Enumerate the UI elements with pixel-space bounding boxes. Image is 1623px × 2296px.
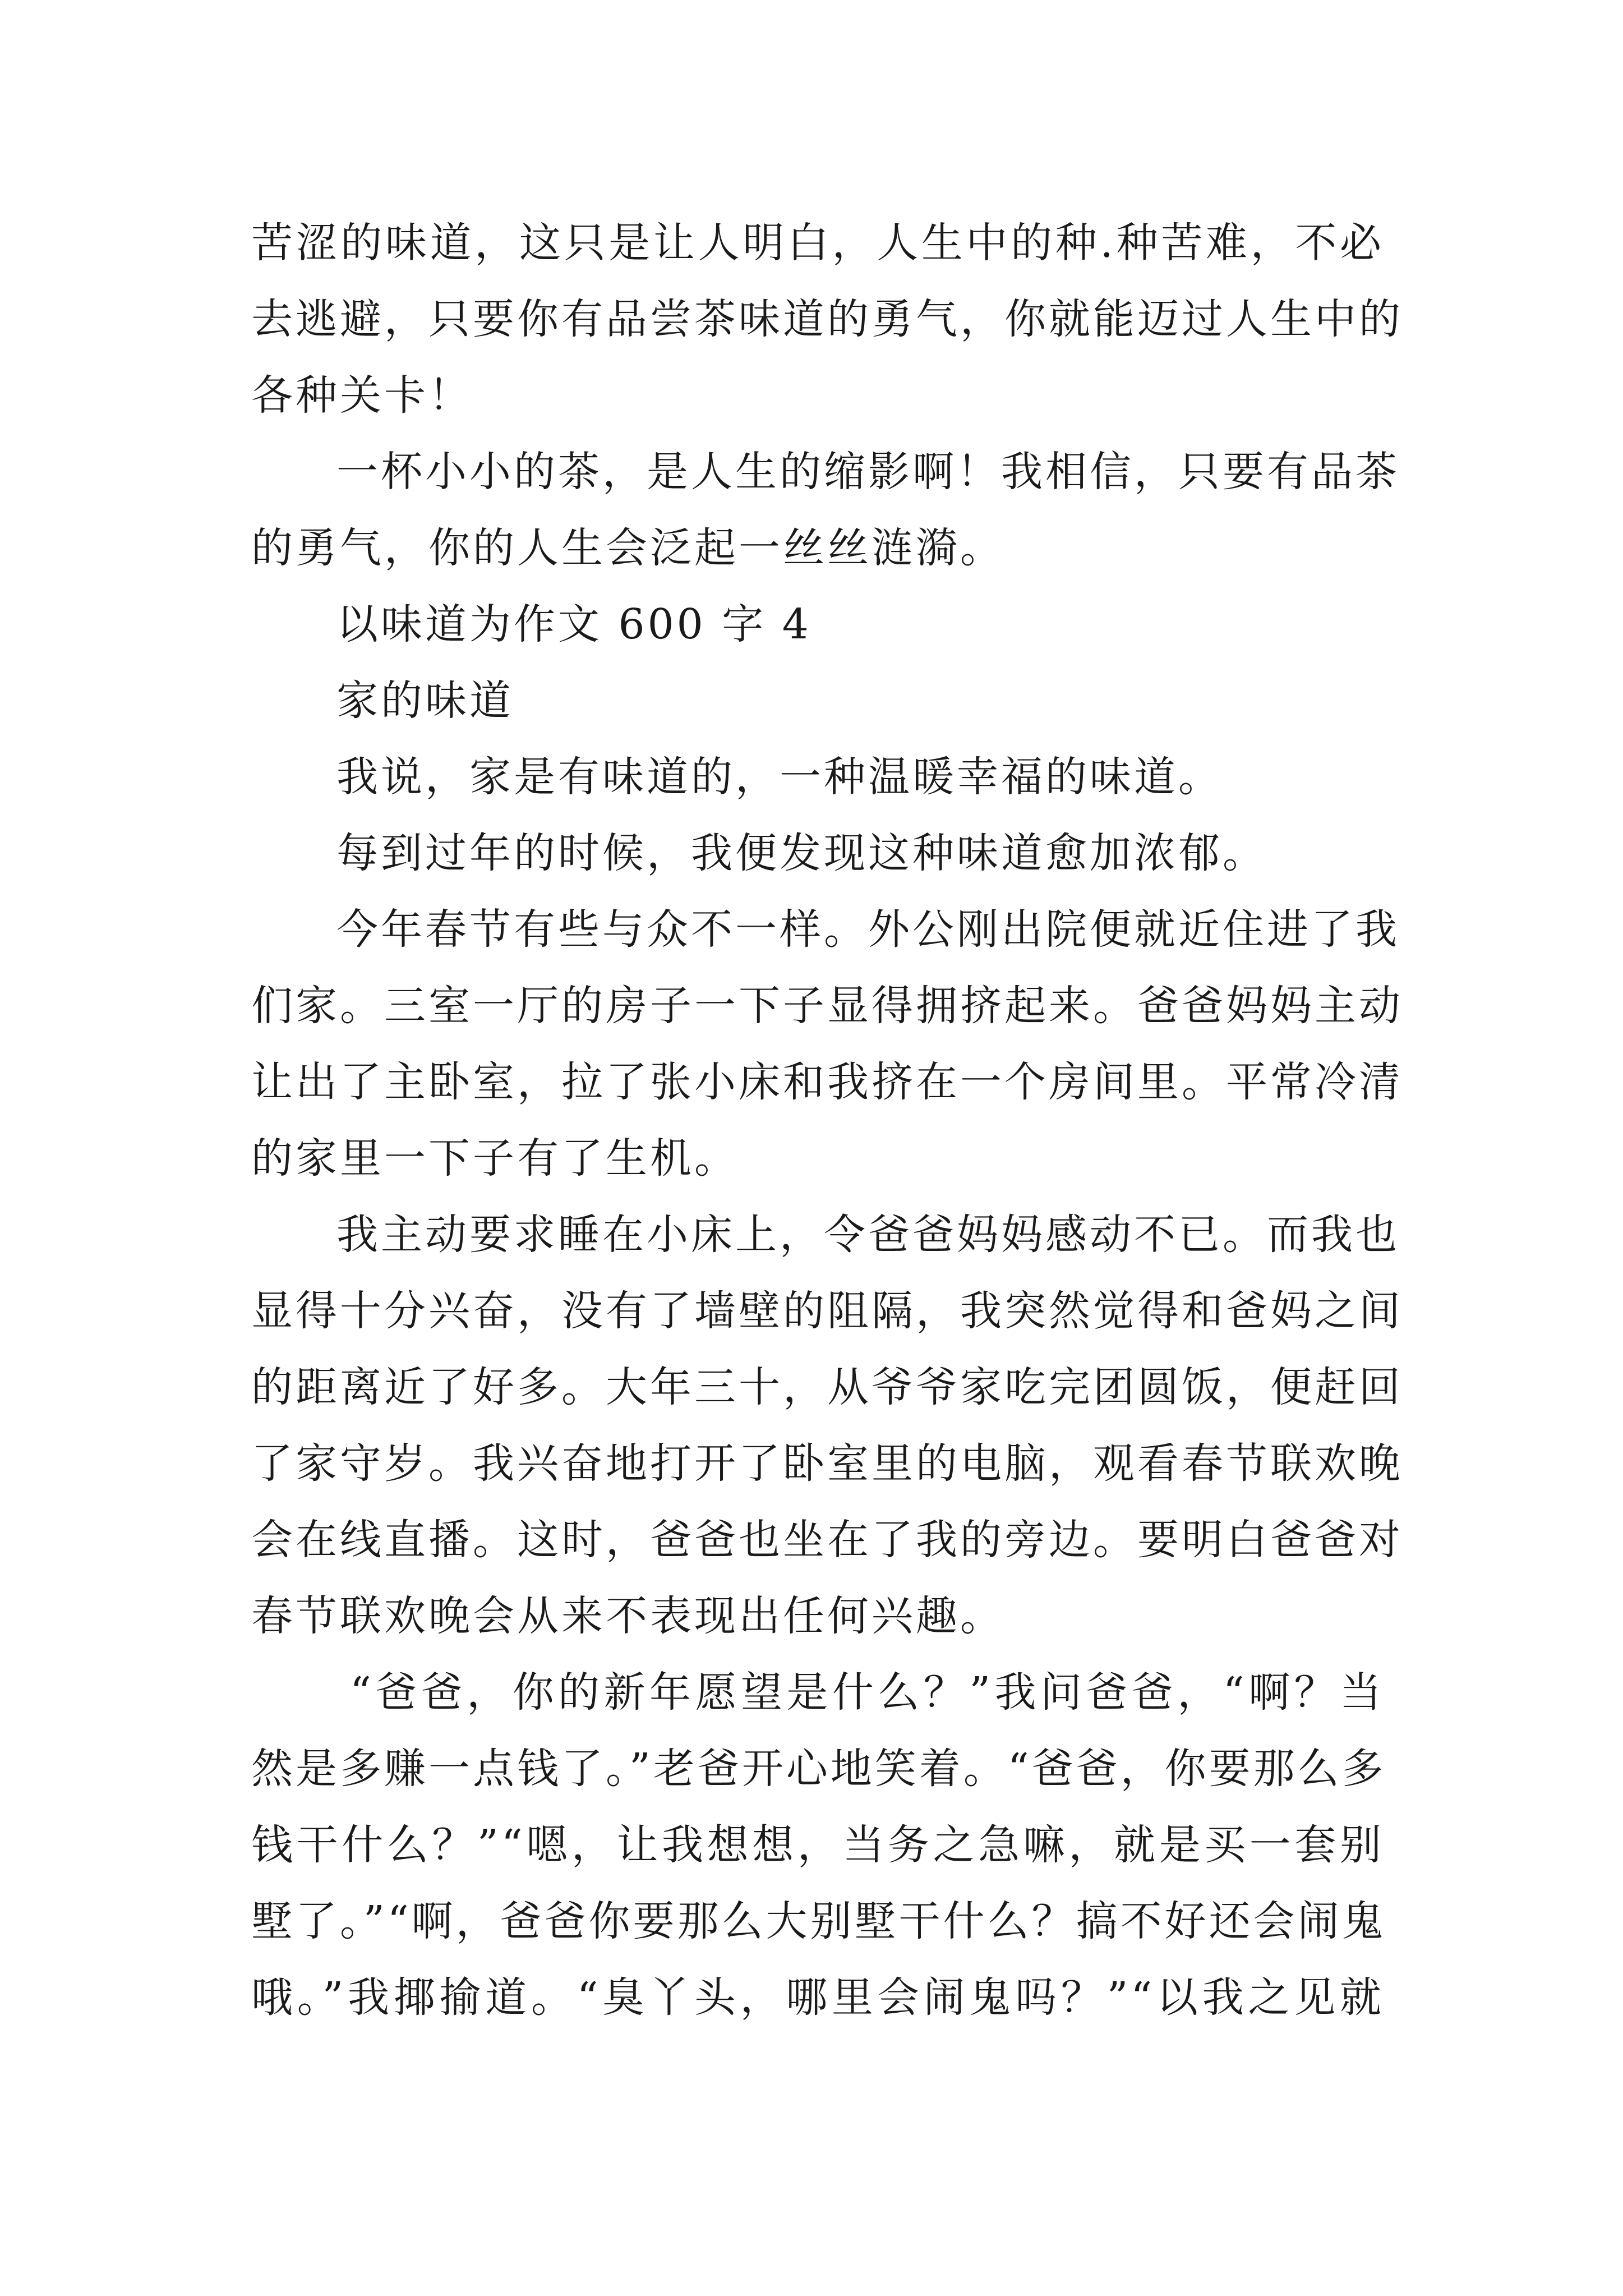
text-line: 然是多赚一点钱了。”老爸开心地笑着。“爸爸，你要那么多 <box>251 1745 1386 1793</box>
text-line: “爸爸，你的新年愿望是什么？”我问爸爸，“啊？当 <box>350 1668 1384 1717</box>
text-line: 家的味道 <box>336 677 514 725</box>
text-line: 的距离近了好多。大年三十，从爷爷家吃完团圆饭，便赶回 <box>251 1363 1403 1411</box>
text-line: 春节联欢晚会从来不表现出任何兴趣。 <box>251 1592 1004 1640</box>
text-line: 各种关卡！ <box>251 371 473 420</box>
text-line: 我主动要求睡在小床上，令爸爸妈妈感动不已。而我也 <box>336 1211 1400 1259</box>
text-line: 的勇气，你的人生会泛起一丝丝涟漪。 <box>251 524 1004 572</box>
text-line: 会在线直播。这时，爸爸也坐在了我的旁边。要明白爸爸对 <box>251 1516 1403 1564</box>
text-line: 去逃避，只要你有品尝茶味道的勇气，你就能迈过人生中的 <box>251 295 1403 343</box>
text-line: 苦涩的味道，这只是让人明白，人生中的种.种苦难，不必 <box>251 219 1384 267</box>
body-text <box>251 205 1403 2036</box>
text-line: 哦。”我揶揄道。“臭丫头，哪里会闹鬼吗？”“以我之见就 <box>251 1973 1384 2022</box>
text-line: 让出了主卧室，拉了张小床和我挤在一个房间里。平常冷清 <box>251 1058 1403 1106</box>
text-line: 今年春节有些与众不一样。外公刚出院便就近住进了我 <box>336 905 1400 954</box>
text-line: 每到过年的时候，我便发现这种味道愈加浓郁。 <box>336 829 1267 877</box>
text-line: 显得十分兴奋，没有了墙壁的阻隔，我突然觉得和爸妈之间 <box>251 1287 1403 1335</box>
text-line: 一杯小小的茶，是人生的缩影啊！我相信，只要有品茶 <box>336 448 1400 496</box>
text-line: 了家守岁。我兴奋地打开了卧室里的电脑，观看春节联欢晚 <box>251 1439 1403 1488</box>
text-line: 以味道为作文 600 字 4 <box>336 600 811 648</box>
text-line: 墅了。”“啊，爸爸你要那么大别墅干什么？搞不好还会闹鬼 <box>251 1897 1386 1945</box>
text-line: 的家里一下子有了生机。 <box>251 1134 739 1182</box>
text-line: 钱干什么？”“嗯，让我想想，当务之急嘛，就是买一套别 <box>251 1821 1384 1869</box>
text-line: 们家。三室一厅的房子一下子显得拥挤起来。爸爸妈妈主动 <box>251 982 1403 1030</box>
text-line: 我说，家是有味道的，一种温暖幸福的味道。 <box>336 753 1223 801</box>
